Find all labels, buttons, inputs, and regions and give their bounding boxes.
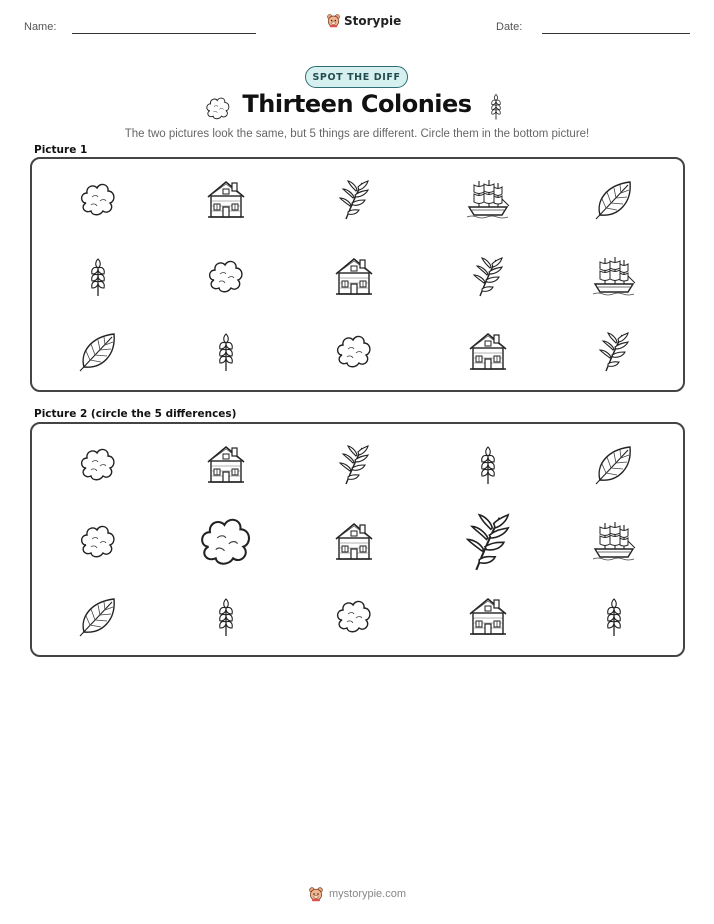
- wheat-icon[interactable]: [76, 254, 120, 298]
- wheat-sprig-icon[interactable]: [456, 509, 520, 573]
- wheat-icon[interactable]: [466, 442, 510, 486]
- wheat-sprig-icon[interactable]: [332, 442, 376, 486]
- wheat-sprig-icon[interactable]: [466, 254, 510, 298]
- cotton-icon[interactable]: [332, 329, 376, 373]
- house-icon[interactable]: [466, 329, 510, 373]
- cotton-icon[interactable]: [194, 509, 258, 573]
- leaf-icon[interactable]: [592, 442, 636, 486]
- ship-icon[interactable]: [592, 519, 636, 563]
- house-icon[interactable]: [332, 519, 376, 563]
- wheat-sprig-icon[interactable]: [592, 329, 636, 373]
- wheat-icon[interactable]: [592, 594, 636, 638]
- bear-logo-icon: [326, 13, 341, 28]
- picture-1-panel: [30, 157, 685, 392]
- footer: [0, 886, 714, 902]
- date-label: Date:: [496, 21, 523, 33]
- cotton-icon[interactable]: [332, 594, 376, 638]
- cotton-icon[interactable]: [76, 442, 120, 486]
- picture-2-panel: [30, 422, 685, 657]
- ship-icon[interactable]: [466, 177, 510, 221]
- house-icon[interactable]: [332, 254, 376, 298]
- leaf-icon[interactable]: [76, 329, 120, 373]
- wheat-sprig-icon[interactable]: [332, 177, 376, 221]
- footer-url[interactable]: mystorypie.com: [328, 888, 407, 900]
- bear-logo-icon: [308, 886, 324, 902]
- picture-1-label: Picture 1: [34, 144, 88, 156]
- house-icon[interactable]: [204, 442, 248, 486]
- cotton-icon: [203, 93, 233, 123]
- ship-icon[interactable]: [592, 254, 636, 298]
- cotton-icon[interactable]: [204, 254, 248, 298]
- spot-the-diff-badge: SPOT THE DIFF: [305, 66, 408, 88]
- page-title: Thirteen Colonies: [242, 90, 472, 118]
- name-field-line[interactable]: [72, 33, 256, 34]
- instructions: The two pictures look the same, but 5 things are different. Circle them in the bottom picture!: [124, 128, 590, 140]
- house-icon[interactable]: [204, 177, 248, 221]
- house-icon[interactable]: [466, 594, 510, 638]
- wheat-icon[interactable]: [204, 594, 248, 638]
- brand-logo: [326, 13, 401, 28]
- wheat-icon: [481, 91, 511, 121]
- leaf-icon[interactable]: [76, 594, 120, 638]
- cotton-icon[interactable]: [76, 519, 120, 563]
- leaf-icon[interactable]: [592, 177, 636, 221]
- date-field-line[interactable]: [542, 33, 690, 34]
- picture-2-label: Picture 2 (circle the 5 differences): [34, 408, 237, 420]
- brand-name: Storypie: [344, 13, 402, 28]
- name-label: Name:: [24, 21, 57, 33]
- wheat-icon[interactable]: [204, 329, 248, 373]
- cotton-icon[interactable]: [76, 177, 120, 221]
